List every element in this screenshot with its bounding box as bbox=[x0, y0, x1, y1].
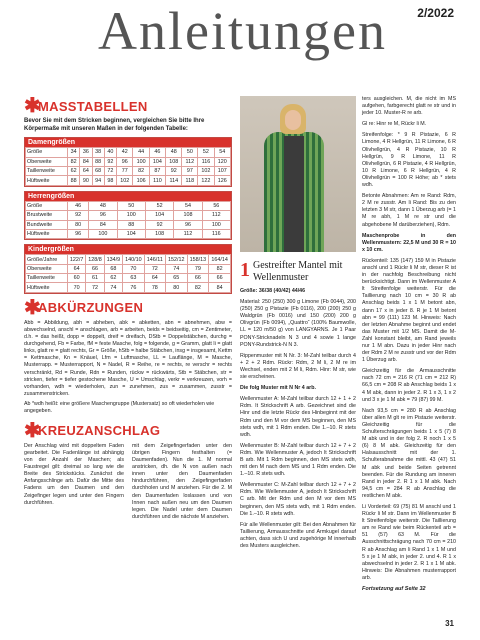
table-cell: Bundweite bbox=[26, 220, 68, 229]
table-cell: Größe/Jahre bbox=[26, 255, 68, 264]
section-heading: MASSTABELLEN bbox=[38, 98, 148, 114]
kreuzanschlag-col1: Der Anschlag wird mit doppeltem Faden gearbeitet. Die Fadenlänge ist abhängig von der Anzahl der Maschen; als Faustregel gilt: dreimal so lang wie die Breite des Strickstücks. Zunächst die Anfangsschlinge arb. Dafür die Mitte des Fadens um den Daumen und den Zeigefinger legen und unter den Fingern durchführen. bbox=[24, 442, 124, 506]
right-p6: Rückenteil: 135 (147) 159 M in Pistazie anschl und 1 Rückr li M str, dieser R ist in der nachfolg Beschreibung nicht berücksichtigt. Dann im Wellenmuster A lt Streifenfolge weiterstr. Für die Taillierung nach 10 cm = 30 R ab Anschlag beids 1 x 1 M betont abn, dann 17 x in jeder 8. R je 1 M betont abn = 99 (111) 123 M. Hinweis: Nach der letzten Abnahme beginnt und endet das Muster mit 1/2 MS. Damit die M-Zahl konstant bleibt, am Rand jeweils nur 1 M abn. Dazu in jeder Hinr nach der Rdm 2 M re zusstr und vor der Rdm 1 Überzug arb. bbox=[362, 257, 456, 364]
table-cell: 78 bbox=[144, 283, 165, 292]
table-cell: 64 bbox=[144, 274, 165, 283]
table-cell: 64 bbox=[68, 264, 86, 273]
table-cell: 98 bbox=[104, 176, 116, 185]
table-cell: 122/7 bbox=[68, 255, 86, 264]
table-row bbox=[26, 211, 231, 220]
section-heading: ABKÜRZUNGEN bbox=[38, 300, 144, 316]
abbreviations-text: Abb = Abbildung, abh = abheben, abk = abketten, abn = abnehmen, abw = abwechselnd, anschl = anschlagen, arb = arbeiten, beids = beidseitig, cm = Zentimeter, d.h. = das heißt, dopp = doppelt, dreif = dreifach, DStb = Doppelstäbchen, durchg = durchgehend, Fb = Farbe, fM = feste Masche, folg = folgende, g = Gramm, glatt li = glatt links, glatt re = glatt rechts, Gr = Größe, hStb = halbe Stäbchen, insg = insgesamt, Kettm = Kettmasche, Kn = Knäuel, Lfm = Luftmasche, LL = Lauflänge, M = Masche, Musterrapp. = Musterrapport, N = Nadel, R = Reihe, re = rechts, re verschr = rechts verschränkt, Rd = Runde, Rdn = Runden, rückw = rückwärts, Stb = Stäbchen, str = stricken, tiefer = tiefer gestochene Masche, U = Umschlag, verkr = verkreuzen, vorh = vorhanden, wdh = wiederholen, zun = zunehmen, zus = zusammen, zusstr = zusammenstricken. bbox=[24, 319, 232, 397]
model-photo bbox=[240, 96, 356, 252]
table-cell: 50 bbox=[182, 148, 198, 157]
table-cell: 134/9 bbox=[104, 255, 122, 264]
table-cell: 54 bbox=[214, 148, 230, 157]
table-cell: 44 bbox=[133, 148, 149, 157]
table-cell: 92 bbox=[104, 157, 116, 166]
inner-shirt bbox=[284, 136, 304, 252]
middle-column bbox=[240, 96, 356, 550]
right-column bbox=[362, 96, 456, 592]
table-cell: 40 bbox=[104, 148, 116, 157]
right-text bbox=[362, 96, 456, 582]
project-text bbox=[240, 288, 356, 550]
table-row bbox=[26, 274, 231, 283]
table-cell: Taillenweite bbox=[26, 166, 68, 175]
table-cell: 87 bbox=[149, 166, 165, 175]
table-cell: 65 bbox=[165, 274, 187, 283]
table-cell: 90 bbox=[80, 176, 92, 185]
table-cell: 84 bbox=[209, 283, 231, 292]
size-table bbox=[24, 191, 232, 241]
table-cell: 104 bbox=[117, 229, 145, 238]
right-p1: ters ausgleichen. M, die nicht im MS aufgehen, farbgerecht glatt re str und in jeder 10. Muster-R re arb. bbox=[362, 96, 456, 117]
table-cell: 84 bbox=[89, 220, 117, 229]
table-cell: 36 bbox=[80, 148, 92, 157]
table-cell: 94 bbox=[92, 176, 104, 185]
table-cell: 146/11 bbox=[144, 255, 165, 264]
table-cell: Hüftweite bbox=[26, 229, 68, 238]
table-cell: Hüftweite bbox=[26, 176, 68, 185]
table-cell: 79 bbox=[187, 264, 209, 273]
asterisk-icon: ✱ bbox=[24, 296, 41, 319]
table-cell: 126 bbox=[214, 176, 230, 185]
table-cell: 92 bbox=[166, 166, 182, 175]
table-row bbox=[26, 255, 231, 264]
section-heading: KREUZANSCHLAG bbox=[38, 423, 161, 439]
table-cell: 38 bbox=[92, 148, 104, 157]
table-cell: 66 bbox=[187, 274, 209, 283]
table-cell: 70 bbox=[123, 264, 145, 273]
project-number: 1 bbox=[240, 259, 250, 281]
table-cell: 122 bbox=[198, 176, 214, 185]
table-cell: 46 bbox=[68, 201, 89, 210]
table-cell: Taillenweite bbox=[26, 274, 68, 283]
project-material: Material: 250 (250) 300 g Limone (Fb 0044), 200 (250) 250 g Pistazie (Fb 0116), 200 (200) 250 g Waldgrün (Fb 0016) und 150 (200) 200 g Olivgrün (Fb 0094), „Quattro“ (100% Baumwolle, LL = 120 m/50 g) von LANGYARNS. Je 1 Paar PONY-Stricknadeln N 3 und 4 sowie 1 lange PONY-Rundstrick-N N 3. bbox=[240, 299, 356, 348]
table-cell: 158/13 bbox=[187, 255, 209, 264]
table-row bbox=[26, 220, 231, 229]
table-cell: 74 bbox=[165, 264, 187, 273]
table-cell: 56 bbox=[202, 201, 230, 210]
table-cell: 52 bbox=[145, 201, 173, 210]
right-p8: Nach 93,5 cm = 280 R ab Anschlag über allen M glt re im Pistazie weiterstr. Gleichzeitig für die Schulterschrägungen beids 1 x 5 (7) 8 M abk und in der folg 2. R noch 1 x 5 (6) 8 M abk. Gleichzeitig für den Halsausschnitt mit der 1. Schulterabnahme die mittl. 43 (47) 51 M abk und beide Seiten getrennt beenden. Für die Rundung am inneren Rand in jeder 2. R 1 x 1 M abk. Nach 94,5 cm = 284 R ab Anschlag die restlichen M abk. bbox=[362, 407, 456, 499]
project-name: Gestreifter Mantel mit Wellenmuster bbox=[253, 260, 343, 283]
asterisk-icon: ✱ bbox=[24, 419, 41, 442]
table-cell: 68 bbox=[104, 264, 122, 273]
abbreviations-note: Ab *wdh heißt: eine größere Maschengruppe (Mustersatz) so oft wiederholen wie angegeben. bbox=[24, 400, 215, 414]
table-row bbox=[26, 166, 231, 175]
table-cell: 100 bbox=[89, 229, 117, 238]
table-cell: 76 bbox=[123, 283, 145, 292]
table-cell: 77 bbox=[117, 166, 133, 175]
table-cell: 100 bbox=[133, 157, 149, 166]
table-row bbox=[26, 201, 231, 210]
table-cell: 152/12 bbox=[165, 255, 187, 264]
table-row bbox=[26, 157, 231, 166]
table-cell: 96 bbox=[89, 211, 117, 220]
table-cell: 66 bbox=[209, 274, 231, 283]
table-cell: 128/8 bbox=[86, 255, 104, 264]
intro-text: Bevor Sie mit dem Stricken beginnen, vergleichen Sie bitte Ihre Körpermaße mit unseren Maßen in der folgenden Tabelle: bbox=[24, 118, 205, 132]
wellenmuster-a: Wellenmuster A: M-Zahl teilbar durch 12 + 1 + 2 Rdm. It Strickschrift A arb. Gezeichnet sind die Hinr und die letzte Rückr des Hinbeginnt mit der Rdm und den M vor dem MS beginnen, den MS stets wdh, mit 1 Rdm enden. Die 1.–10. R stets wdh. bbox=[240, 396, 356, 438]
table-cell: 116 bbox=[198, 157, 214, 166]
page-number: 31 bbox=[445, 619, 454, 628]
table-cell: 84 bbox=[80, 157, 92, 166]
table-cell: 66 bbox=[86, 264, 104, 273]
table-cell: 140/10 bbox=[123, 255, 145, 264]
table-cell: 82 bbox=[68, 157, 80, 166]
table-cell: 108 bbox=[145, 229, 173, 238]
table-cell: 110 bbox=[149, 176, 165, 185]
right-p2: Gl re: Hinr re M, Rückr li M. bbox=[362, 121, 427, 128]
table-cell: 112 bbox=[182, 157, 198, 166]
table-cell: 88 bbox=[117, 220, 145, 229]
table-cell: 68 bbox=[92, 166, 104, 175]
table-cell: 104 bbox=[145, 211, 173, 220]
table-cell: 104 bbox=[149, 157, 165, 166]
table-cell: 72 bbox=[104, 166, 116, 175]
continued-note: Fortsetzung auf Seite 32 bbox=[362, 586, 426, 592]
section-kreuzanschlag bbox=[24, 421, 232, 441]
table-cell: 46 bbox=[149, 148, 165, 157]
table-cell: 34 bbox=[68, 148, 80, 157]
table-cell: 92 bbox=[145, 220, 173, 229]
table-row bbox=[26, 264, 231, 273]
wellenmuster-b: Wellenmuster B: M-Zahl teilbar durch 12 + 7 + 2 Rdm. Wie Wellenmuster A, jedoch lt Strickschrift B arb. Mit 1 Rdm beginnen, den MS stets wdh, mit den M nach dem MS und 1 Rdm enden. Die 1.–10. R stets wdh. bbox=[240, 442, 356, 478]
size-table-title: Damengrößen bbox=[25, 138, 231, 147]
table-cell: 61 bbox=[86, 274, 104, 283]
table-cell: 112 bbox=[202, 211, 230, 220]
table-cell: 102 bbox=[198, 166, 214, 175]
table-cell: 88 bbox=[92, 157, 104, 166]
table-cell: 62 bbox=[68, 166, 80, 175]
table-cell: 96 bbox=[117, 157, 133, 166]
table-cell: 63 bbox=[123, 274, 145, 283]
table-cell: 116 bbox=[202, 229, 230, 238]
table-cell: Oberweite bbox=[26, 157, 68, 166]
table-cell: 80 bbox=[68, 220, 89, 229]
size-table-title: Kindergrößen bbox=[25, 245, 231, 254]
size-tables bbox=[24, 137, 232, 294]
table-cell: 92 bbox=[68, 211, 89, 220]
project-size: Größe: 36/38 (40/42) 44/46 bbox=[240, 288, 306, 294]
size-table bbox=[24, 244, 232, 294]
section-masstabellen bbox=[24, 96, 232, 116]
table-cell: Hüftweite bbox=[26, 283, 68, 292]
right-p9: Li Vorderteil: 69 (75) 81 M anschl und 1 Rückr li M str. Dann im Wellenmuster B lt Streifenfolge weiterstr. Die Taillierung am re Rand wie beim Rückenteil arb = 51 (57) 63 M. Für die Ausschnittschrägung nach 70 cm = 210 R ab Anschlag am li Rand 1 x 1 M und 5 x je 1 M abk, in jeder 2. und 4. R 1 x abwechselnd in jeder 2. R 1 x 1 M abk. Hinweis: Die Abnahmen musterrapport arb. bbox=[362, 503, 456, 581]
issue-number: 2/2022 bbox=[417, 6, 454, 20]
table-cell: 100 bbox=[117, 211, 145, 220]
table-row bbox=[26, 229, 231, 238]
asterisk-icon: ✱ bbox=[24, 95, 41, 117]
table-cell: 96 bbox=[68, 229, 89, 238]
right-p3: Streifenfolge: * 9 R Pistazie, 6 R Limone, 4 R Hellgrün, 11 R Limone, 6 R Olivhellgrün, 4 R Pistazie, 10 R Hellgrün, 9 R Limone, 11 R Olivhellgrün, 6 R Pistazie, 4 R Hellgrün, 10 R Limone, 6 R Hellgrün, 4 R Olivhellgrün = 100 R Höhe; ab * stets wdh. bbox=[362, 132, 456, 189]
table-cell: 120 bbox=[214, 157, 230, 166]
table-cell: 72 bbox=[144, 264, 165, 273]
table-cell: 50 bbox=[117, 201, 145, 210]
page-title: Anleitungen bbox=[98, 1, 387, 61]
table-cell: 48 bbox=[89, 201, 117, 210]
table-cell: 48 bbox=[166, 148, 182, 157]
table-cell: 42 bbox=[117, 148, 133, 157]
abnahmen-hinweis: Für alle Wellenmuster gilt: Bei den Abnahmen für Taillierung, Armausschnitte und Armkugel darauf achten, dass sich U und zugehörige M innerhalb des Musters ausgleichen. bbox=[240, 521, 356, 549]
table-cell: 52 bbox=[198, 148, 214, 157]
table-cell: Größe bbox=[26, 148, 68, 157]
table-cell: 96 bbox=[174, 220, 202, 229]
table-cell: 106 bbox=[133, 176, 149, 185]
table-cell: 112 bbox=[174, 229, 202, 238]
table-cell: 70 bbox=[68, 283, 86, 292]
table-cell: 82 bbox=[209, 264, 231, 273]
table-cell: 62 bbox=[104, 274, 122, 283]
folge-muster: Die folg Muster mit N Nr 4 arb. bbox=[240, 385, 316, 392]
table-cell: 80 bbox=[165, 283, 187, 292]
size-table-title: Herrengrößen bbox=[25, 192, 231, 201]
table-cell: 108 bbox=[166, 157, 182, 166]
table-cell: 97 bbox=[182, 166, 198, 175]
kreuzanschlag-col2: mit dem Zeigefingerfaden unter den übrigen Fingern festhalten (= Daumenfaden). Nun die 1. M normal anstricken, dh. die N von außen nach innen unter den Daumenfaden hindurchführen, den Zeigefingerfaden durchholen und M anziehen. Für die 2. M den Daumenfaden loslassen und von Innen nach außen neu um den Daumen legen. Die Nadel unter dem Daumen durchführen und die nächste M anziehen. bbox=[132, 442, 232, 520]
table-cell: 72 bbox=[86, 283, 104, 292]
table-cell: 60 bbox=[68, 274, 86, 283]
right-p4: Betonte Abnahmen: Am re Rand: Rdm, 2 M re zusstr. Am li Rand: Bis zu den letzten 3 M str, dann 1 Überzug arb (= 1 M re abh, 1 M re str und die abgehobene M darüberziehen), Rdm. bbox=[362, 193, 456, 228]
page-header bbox=[0, 0, 480, 66]
table-row bbox=[26, 148, 231, 157]
size-table bbox=[24, 137, 232, 187]
table-cell: Oberweite bbox=[26, 264, 68, 273]
table-cell: 164/14 bbox=[209, 255, 231, 264]
table-cell: 108 bbox=[174, 211, 202, 220]
table-cell: 54 bbox=[174, 201, 202, 210]
table-row bbox=[26, 283, 231, 292]
table-cell: 82 bbox=[187, 283, 209, 292]
table-cell: 114 bbox=[166, 176, 182, 185]
table-cell: Größe bbox=[26, 201, 68, 210]
section-abkuerzungen bbox=[24, 298, 232, 318]
left-column bbox=[24, 96, 232, 521]
rippenmuster: Rippenmuster mit N Nr. 3: M-Zahl teilbar durch 4 + 2 + 2 Rdm. Rückr: Rdm, 2 M li, 2 M re im Wechsel, enden mit 2 M li, Rdm. Hinr: M str, wie sie erscheinen. bbox=[240, 352, 356, 381]
project-title bbox=[240, 260, 356, 284]
right-p7: Gleichzeitig für die Armausschnitte nach 72 cm = 216 R (71 cm = 212 R) 66,5 cm = 208 R ab Anschlag beids 1 x 4 M abk, dann in jeder 2. R 1 x 3, 1 x 2 und 3 x je 1 M abk = 79 (87) 99 M. bbox=[362, 368, 456, 403]
table-cell: 64 bbox=[80, 166, 92, 175]
table-cell: 107 bbox=[214, 166, 230, 175]
face bbox=[285, 110, 301, 130]
table-cell: Brustweite bbox=[26, 211, 68, 220]
table-cell: 102 bbox=[117, 176, 133, 185]
table-cell: 88 bbox=[68, 176, 80, 185]
table-cell: 82 bbox=[133, 166, 149, 175]
wellenmuster-c: Wellenmuster C: M-Zahl teilbar durch 12 + 7 + 2 Rdm. Wie Wellenmuster A, jedoch lt Strickschrift C arb. Mit der Rdm und den M vor dem MS beginnen, den MS stets wdh, mit 1 Rdm enden. Die 1.–10. R stets wdh. bbox=[240, 482, 356, 517]
table-row bbox=[26, 176, 231, 185]
right-p5: Maschenprobe in den Wellenmustern: 22,5 M und 30 R = 10 x 10 cm. bbox=[362, 232, 456, 253]
kreuzanschlag-text bbox=[24, 443, 232, 521]
table-cell: 118 bbox=[182, 176, 198, 185]
table-cell: 74 bbox=[104, 283, 122, 292]
table-cell: 100 bbox=[202, 220, 230, 229]
